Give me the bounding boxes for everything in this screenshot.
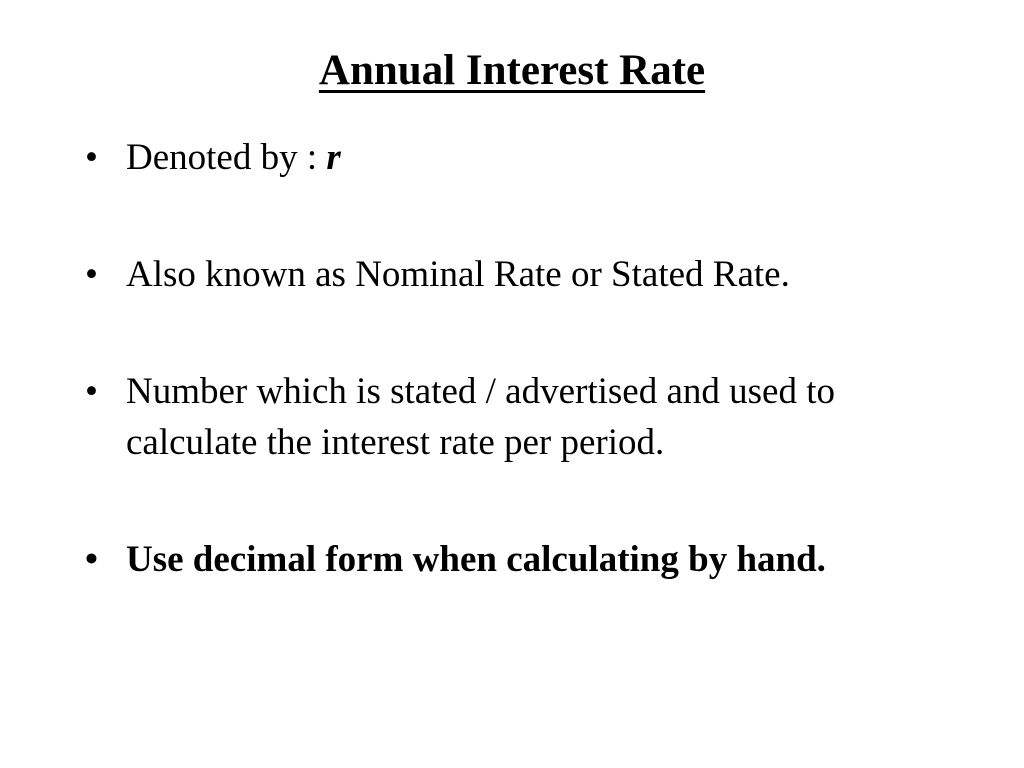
bullet-dot-icon: • <box>85 371 98 412</box>
bullet-dot-icon: • <box>85 254 98 295</box>
bullet-dot-icon: • <box>85 137 98 178</box>
bullet-item-stated-advertised <box>85 366 955 468</box>
bullet-item-denoted <box>85 132 955 183</box>
bullet-text: Number which is stated / advertised and used to calculate the interest rate per period. <box>126 371 835 463</box>
bullet-list <box>85 132 955 651</box>
bullet-text: Also known as Nominal Rate or Stated Rate. <box>126 254 790 295</box>
bullet-dot-icon: • <box>85 539 98 580</box>
bullet-item-nominal-rate <box>85 249 955 300</box>
bullet-text: Use decimal form when calculating by hand. <box>126 539 826 580</box>
slide-title: Annual Interest Rate <box>318 47 706 94</box>
bullet-item-decimal-form <box>85 534 955 585</box>
bullet-text: Denoted by : <box>126 137 327 178</box>
rate-symbol: r <box>326 137 341 178</box>
